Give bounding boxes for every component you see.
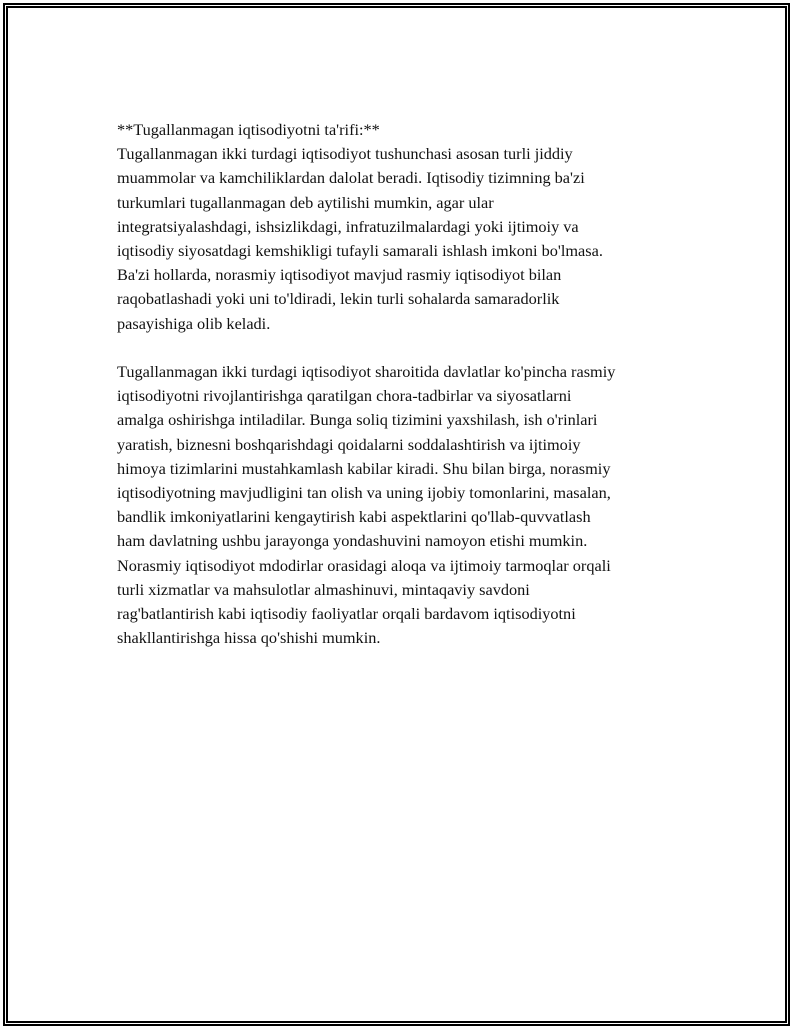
paragraph-1	[117, 142, 687, 336]
paragraph-2	[117, 360, 687, 650]
text-line: amalga oshirishga intiladilar. Bunga soliq tizimini yaxshilash, ish o'rinlari	[117, 410, 598, 430]
text-line: ham davlatning ushbu jarayonga yondashuvini namoyon etishi mumkin.	[117, 531, 588, 551]
text-line: turkumlari tugallanmagan deb aytilishi mumkin, agar ular	[117, 192, 494, 212]
text-line: iqtisodiyotni rivojlantirishga qaratilgan chora-tadbirlar va siyosatlarni	[117, 386, 572, 406]
text-line: rag'batlantirish kabi iqtisodiy faoliyatlar orqali bardavom iqtisodiyotni	[117, 604, 576, 624]
text-line: Tugallanmagan ikki turdagi iqtisodiyot tushunchasi asosan turli jiddiy	[117, 144, 573, 164]
text-line: iqtisodiy siyosatdagi kemshikligi tufayli samarali ishlash imkoni bo'lmasa.	[117, 241, 603, 261]
text-line: bandlik imkoniyatlarini kengaytirish kabi aspektlarini qo'llab-quvvatlash	[117, 507, 591, 527]
text-line: Norasmiy iqtisodiyot mdodirlar orasidagi aloqa va ijtimoiy tarmoqlar orqali	[117, 555, 611, 575]
text-line: shakllantirishga hissa qo'shishi mumkin.	[117, 628, 381, 648]
document-body	[117, 118, 687, 675]
text-line: turli xizmatlar va mahsulotlar almashinuvi, mintaqaviy savdoni	[117, 579, 530, 599]
text-line: yaratish, biznesni boshqarishdagi qoidalarni soddalashtirish va ijtimoiy	[117, 434, 581, 454]
document-heading: **Tugallanmagan iqtisodiyotni ta'rifi:**	[117, 120, 380, 139]
text-line: integratsiyalashdagi, ishsizlikdagi, infratuzilmalardagi yoki ijtimoiy va	[117, 216, 579, 236]
text-line: Tugallanmagan ikki turdagi iqtisodiyot sharoitida davlatlar ko'pincha rasmiy	[117, 362, 616, 382]
text-line: raqobatlashadi yoki uni to'ldiradi, lekin turli sohalarda samaradorlik	[117, 289, 560, 309]
text-line: iqtisodiyotning mavjudligini tan olish va uning ijobiy tomonlarini, masalan,	[117, 483, 611, 503]
text-line: muammolar va kamchiliklardan dalolat beradi. Iqtisodiy tizimning ba'zi	[117, 168, 585, 188]
text-line: Ba'zi hollarda, norasmiy iqtisodiyot mavjud rasmiy iqtisodiyot bilan	[117, 265, 562, 285]
text-line: pasayishiga olib keladi.	[117, 313, 271, 333]
text-line: himoya tizimlarini mustahkamlash kabilar kiradi. Shu bilan birga, norasmiy	[117, 458, 611, 478]
